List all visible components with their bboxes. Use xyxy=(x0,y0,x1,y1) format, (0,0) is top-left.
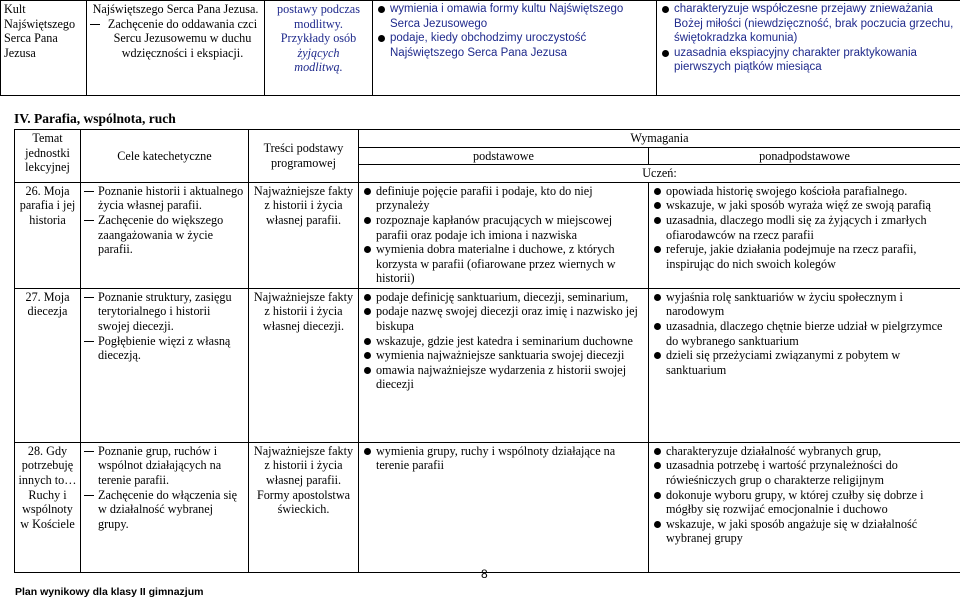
row-content: Najważniejsze fakty z historii i życia własnej parafii. Formy apostolstwa świeckich. xyxy=(249,442,359,572)
top-content-italic: żyjących xyxy=(268,46,369,61)
row-goals xyxy=(81,182,249,288)
top-content-line: postawy podczas xyxy=(268,2,369,17)
row-basic xyxy=(359,288,649,442)
table-row xyxy=(15,182,960,288)
top-content-line: Przykłady osób xyxy=(268,31,369,46)
row-content: Najważniejsze fakty z historii i życia własnej parafii. xyxy=(249,182,359,288)
goal-item: Zachęcenie do włączenia się w działalność wybranej grupy. xyxy=(84,488,245,532)
row-topic: 26. Moja parafia i jej historia xyxy=(15,182,81,288)
header-content: Treści podstawy programowej xyxy=(249,130,359,183)
top-content-italic: modlitwą. xyxy=(268,60,369,75)
basic-item: wymienia najważniejsze sanktuaria swojej diecezji xyxy=(362,348,645,363)
section-title: IV. Parafia, wspólnota, ruch xyxy=(14,112,176,127)
top-goal-item: Zachęcenie do oddawania czci Sercu Jezusowemu w duchu wdzięczności i ekspiacji. xyxy=(90,17,261,61)
top-basic-item: wymienia i omawia formy kultu Najświętszego Serca Jezusowego xyxy=(376,2,653,31)
top-topic-line: Najświętszego xyxy=(4,17,83,32)
advanced-item: charakteryzuje działalność wybranych grup, xyxy=(652,444,957,459)
basic-item: wymienia grupy, ruchy i wspólnoty działające na terenie parafii xyxy=(362,444,645,473)
goal-item: Poznanie grup, ruchów i wspólnot działających na terenie parafii. xyxy=(84,444,245,488)
basic-item: omawia najważniejsze wydarzenia z historii swojej diecezji xyxy=(362,363,645,392)
basic-item: podaje nazwę swojej diecezji oraz imię i nazwisko jej biskupa xyxy=(362,304,645,333)
top-advanced-cell xyxy=(657,1,960,96)
goal-item: Poznanie struktury, zasięgu terytorialnego i historii swojej diecezji. xyxy=(84,290,245,334)
goal-item: Pogłębienie więzi z własną diecezją. xyxy=(84,334,245,363)
basic-item: wskazuje, gdzie jest katedra i seminarium duchowne xyxy=(362,334,645,349)
header-row xyxy=(15,130,960,148)
footer-title: Plan wynikowy dla klasy II gimnazjum xyxy=(15,585,203,600)
goal-item: Zachęcenie do większego zaangażowania w życie parafii. xyxy=(84,213,245,257)
row-goals xyxy=(81,288,249,442)
requirements-table xyxy=(14,129,960,573)
top-topic-cell xyxy=(1,1,87,96)
header-topic: Temat jednostki lekcyjnej xyxy=(15,130,81,183)
top-topic-line: Serca Pana xyxy=(4,31,83,46)
header-goals: Cele katechetyczne xyxy=(81,130,249,183)
top-row-table xyxy=(0,0,960,96)
row-content: Najważniejsze fakty z historii i życia własnej diecezji. xyxy=(249,288,359,442)
advanced-item: wskazuje, w jaki sposób wyraża więź ze swoją parafią xyxy=(652,198,957,213)
goal-item: Poznanie historii i aktualnego życia własnej parafii. xyxy=(84,184,245,213)
advanced-item: uzasadnia potrzebę i wartość przynależności do rówieśniczych grup o charakterze religijnym xyxy=(652,458,957,487)
table-row xyxy=(15,288,960,442)
header-requirements: Wymagania xyxy=(359,130,960,148)
advanced-item: uzasadnia, dlaczego modli się za żyjących i zmarłych ofiarodawców na rzecz parafii xyxy=(652,213,957,242)
top-content-line: modlitwy. xyxy=(268,17,369,32)
top-advanced-item: uzasadnia ekspiacyjny charakter praktykowania pierwszych piątków miesiąca xyxy=(660,46,957,75)
row-advanced xyxy=(649,442,960,572)
basic-item: wymienia dobra materialne i duchowe, z których korzysta w parafii (ofiarowane przez wiernych w historii) xyxy=(362,242,645,286)
basic-item: podaje definicję sanktuarium, diecezji, seminarium, xyxy=(362,290,645,305)
table-row xyxy=(15,442,960,572)
top-advanced-item: charakteryzuje współczesne przejawy znieważania Bożej miłości (niewdzięczność, brak poczucia grzechu, świętokradzka komunia) xyxy=(660,2,957,46)
row-advanced xyxy=(649,182,960,288)
header-basic: podstawowe xyxy=(359,147,649,165)
top-content-cell xyxy=(265,1,373,96)
advanced-item: wyjaśnia rolę sanktuariów w życiu społecznym i narodowym xyxy=(652,290,957,319)
top-goal-text: Najświętszego Serca Pana Jezusa. xyxy=(90,2,261,17)
top-goals-cell xyxy=(87,1,265,96)
advanced-item: referuje, jakie działania podejmuje na rzecz parafii, inspirując do nich swoich kolegów xyxy=(652,242,957,271)
top-topic-line: Kult xyxy=(4,2,83,17)
row-topic: 27. Moja diecezja xyxy=(15,288,81,442)
advanced-item: dokonuje wyboru grupy, w której czułby się dobrze i mógłby się rozwijać emocjonalnie i duchowo xyxy=(652,488,957,517)
header-student: Uczeń: xyxy=(359,165,960,183)
row-topic: 28. Gdy potrzebuję innych to… Ruchy i wspólnoty w Kościele xyxy=(15,442,81,572)
page-number: 8 xyxy=(481,567,488,582)
row-basic xyxy=(359,442,649,572)
top-basic-item: podaje, kiedy obchodzimy uroczystość Najświętszego Serca Pana Jezusa xyxy=(376,31,653,60)
advanced-item: wskazuje, w jaki sposób angażuje się w działalność wybranej grupy xyxy=(652,517,957,546)
top-topic-line: Jezusa xyxy=(4,46,83,61)
advanced-item: uzasadnia, dlaczego chętnie bierze udział w pielgrzymce do wybranego sanktuarium xyxy=(652,319,957,348)
top-basic-cell xyxy=(373,1,657,96)
basic-item: definiuje pojęcie parafii i podaje, kto do niej przynależy xyxy=(362,184,645,213)
row-goals xyxy=(81,442,249,572)
row-advanced xyxy=(649,288,960,442)
header-advanced: ponadpodstawowe xyxy=(649,147,960,165)
top-row xyxy=(1,1,960,96)
basic-item: rozpoznaje kapłanów pracujących w miejscowej parafii oraz podaje ich imiona i nazwiska xyxy=(362,213,645,242)
row-basic xyxy=(359,182,649,288)
advanced-item: opowiada historię swojego kościoła parafialnego. xyxy=(652,184,957,199)
advanced-item: dzieli się przeżyciami związanymi z pobytem w sanktuarium xyxy=(652,348,957,377)
